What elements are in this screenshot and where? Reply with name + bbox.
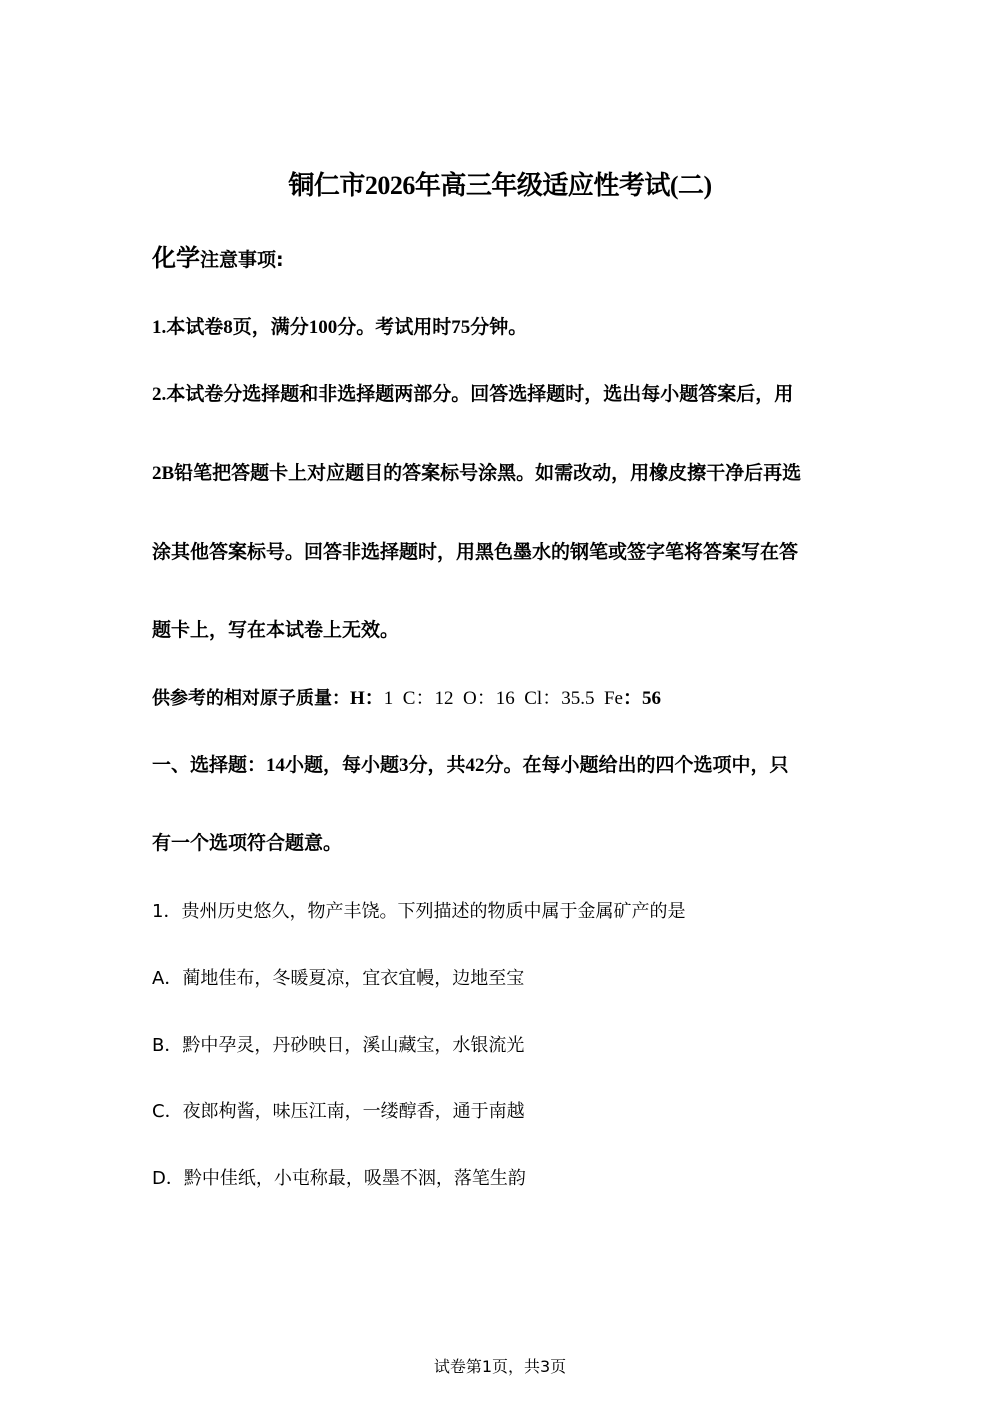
atomic-mass-sep: ： — [364, 688, 384, 709]
question-1-option-a: A．蔺地佳布，冬暖夏凉，宜衣宜幔，边地至宝 — [152, 968, 525, 989]
atomic-mass-line — [152, 686, 872, 712]
question-1-option-c: C．夜郎枸酱，味压江南，一缕醇香，通于南越 — [152, 1101, 525, 1122]
atomic-mass-element: H — [350, 688, 365, 709]
instruction-line-2: 2.本试卷分选择题和非选择题两部分。回答选择题时，选出每小题答案后，用 — [152, 384, 794, 405]
section-one-line-1: 一、选择题：14小题，每小题3分，共42分。在每小题给出的四个选项中，只 — [152, 755, 789, 776]
instruction-line-1: 1.本试卷8页，满分100分。考试用时75分钟。 — [152, 317, 528, 338]
atomic-mass-element: O — [463, 688, 477, 709]
instruction-line-5: 题卡上，写在本试卷上无效。 — [152, 620, 400, 641]
atomic-mass-sep: ： — [622, 688, 642, 709]
atomic-mass-value: 12 — [434, 688, 454, 709]
instruction-line-4: 涂其他答案标号。回答非选择题时，用黑色墨水的钢笔或签字笔将答案写在答 — [152, 542, 799, 563]
atomic-mass-value: 35.5 — [561, 688, 595, 709]
atomic-mass-sep: ： — [415, 688, 435, 709]
question-1-option-b: B．黔中孕灵，丹砂映日，溪山藏宝，水银流光 — [152, 1035, 525, 1056]
atomic-mass-value: 1 — [383, 688, 394, 709]
notice-heading: 注意事项: — [200, 249, 284, 271]
atomic-mass-sep: ： — [542, 688, 562, 709]
atomic-mass-label: 供参考的相对原子质量： — [152, 688, 350, 709]
atomic-mass-value: 16 — [495, 688, 515, 709]
instruction-line-3: 2B铅笔把答题卡上对应题目的答案标号涂黑。如需改动，用橡皮擦干净后再选 — [152, 463, 802, 484]
atomic-mass-sep: ： — [476, 688, 496, 709]
subject-and-notice-line — [152, 242, 872, 277]
question-1-stem: 1．贵州历史悠久，物产丰饶。下列描述的物质中属于金属矿产的是 — [152, 901, 686, 922]
atomic-mass-element: C — [402, 688, 416, 709]
page-footer: 试卷第1页，共3页 — [433, 1357, 567, 1376]
question-1-option-d: D．黔中佳纸，小屯称最，吸墨不洇，落笔生韵 — [152, 1168, 526, 1189]
atomic-mass-element: Fe — [603, 688, 623, 709]
subject-label: 化学 — [152, 244, 200, 272]
atomic-mass-value: 56 — [641, 688, 661, 709]
exam-title: 铜仁市2026年高三年级适应性考试(二) — [288, 171, 712, 200]
atomic-mass-element: Cl — [524, 688, 543, 709]
section-one-line-2: 有一个选项符合题意。 — [152, 833, 343, 854]
